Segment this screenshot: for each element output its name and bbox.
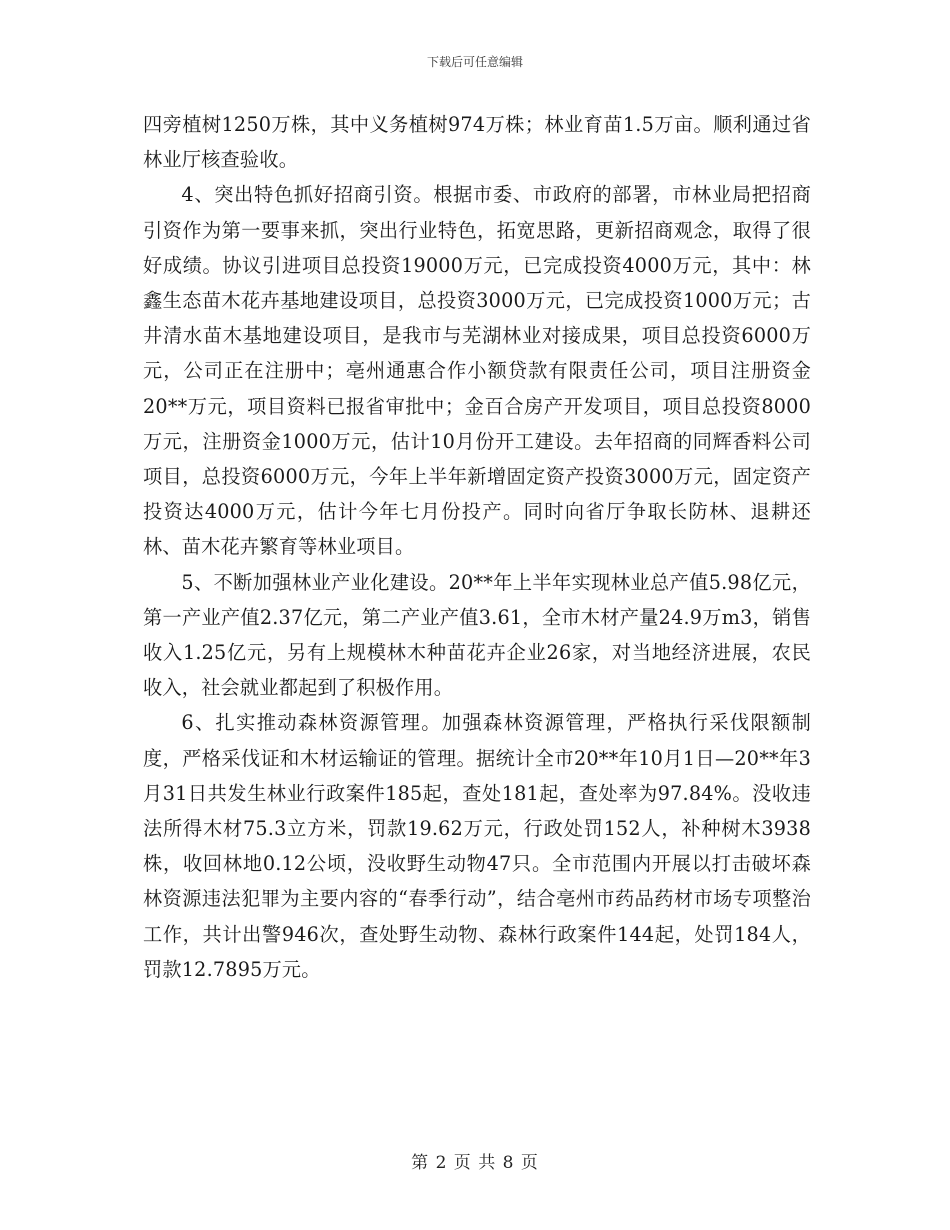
paragraph-industrialization: 5、不断加强林业产业化建设。20**年上半年实现林业总产值5.98亿元，第一产业产值2.37亿元，第二产业产值3.61，全市木材产量24.9万m3，销售收入1.25亿元，另有上规模林木种苗花卉企业26家，对当地经济进展，农民收入，社会就业都起到了积极作用。 — [143, 570, 811, 700]
paragraph-planting-summary: 四旁植树1250万株，其中义务植树974万株；林业育苗1.5万亩。顺利通过省林业厅核查验收。 — [143, 113, 811, 172]
paragraph-investment: 4、突出特色抓好招商引资。根据市委、市政府的部署，市林业局把招商引资作为第一要事来抓，突出行业特色，拓宽思路，更新招商观念，取得了很好成绩。协议引进项目总投资19000万元，已完成投资4000万元，其中：林鑫生态苗木花卉基地建设项目，总投资3000万元，已完成投资1000万元；古井清水苗木基地建设项目，是我市与芜湖林业对接成果，项目总投资6000万元，公司正在注册中；亳州通惠合作小额贷款有限责任公司，项目注册资金20**万元，项目资料已报省审批中；金百合房产开发项目，项目总投资8000万元，注册资金1000万元，估计10月份开工建设。去年招商的同辉香料公司项目，总投资6000万元，今年上半年新增固定资产投资3000万元，固定资产投资达4000万元，估计今年七月份投产。同时向省厅争取长防林、退耕还林、苗木花卉繁育等林业项目。 — [143, 183, 811, 559]
page-number-footer: 第 2 页 共 8 页 — [411, 1153, 539, 1173]
page-header: 下载后可任意编辑 — [426, 55, 523, 69]
document-body — [143, 107, 811, 987]
paragraph-forest-management: 6、扎实推动森林资源管理。加强森林资源管理，严格执行采伐限额制度，严格采伐证和木材运输证的管理。据统计全市20**年10月1日—20**年3月31日共发生林业行政案件185起，查处181起，查处率为97.84%。没收违法所得木材75.3立方米，罚款19.62万元，行政处罚152人，补种树木3938株，收回林地0.12公顷，没收野生动物47只。全市范围内开展以打击破坏森林资源违法犯罪为主要内容的“春季行动”，结合亳州市药品药材市场专项整治工作，共计出警946次，查处野生动物、森林行政案件144起，处罚184人，罚款12.7895万元。 — [143, 711, 811, 981]
